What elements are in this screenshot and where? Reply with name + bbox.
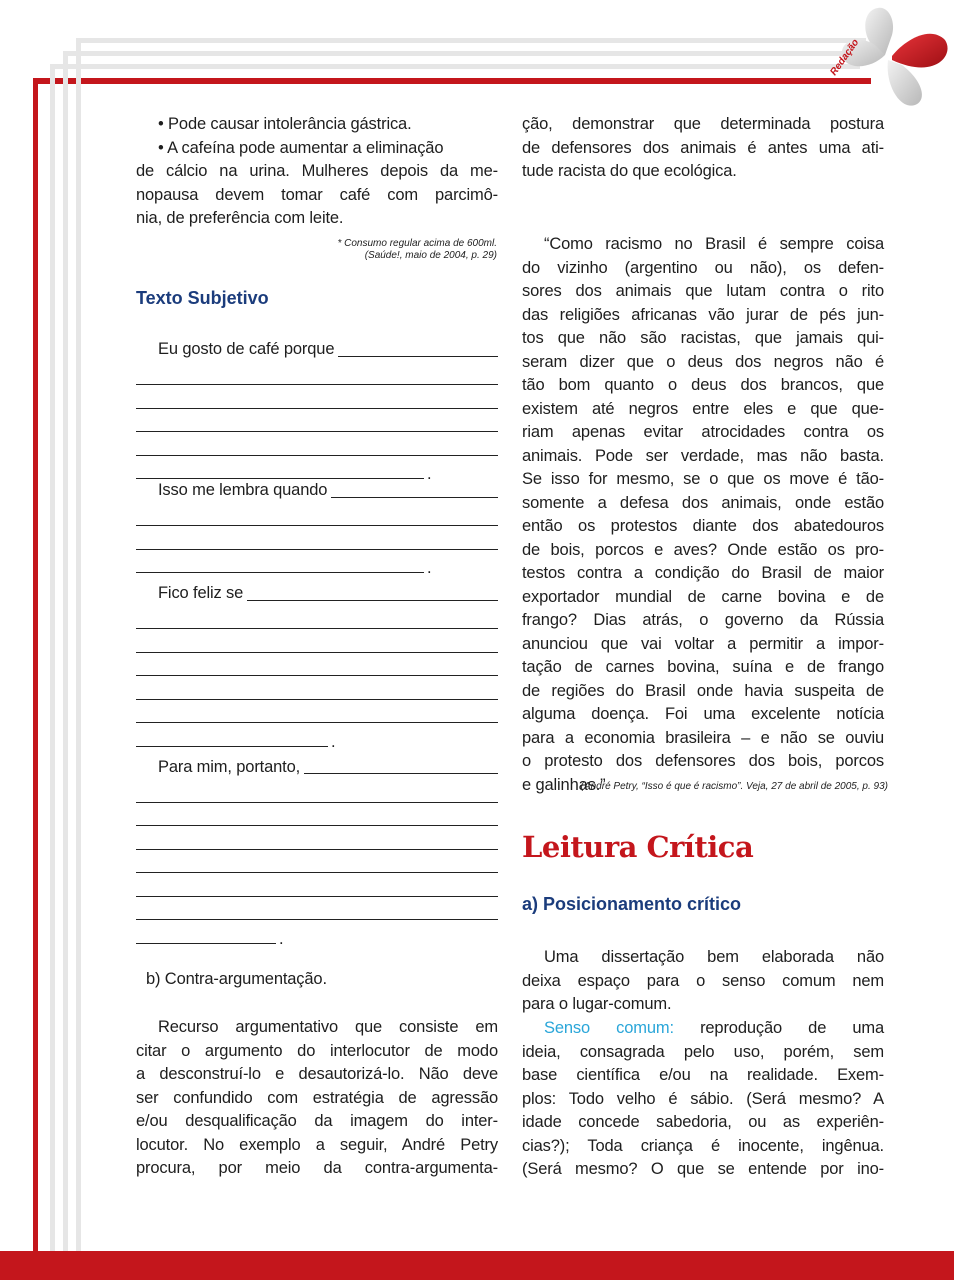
frame-line <box>76 38 81 1280</box>
text-line: de cálcio na urina. Mulheres depois da me- <box>136 162 498 180</box>
prompt-text: Para mim, portanto, <box>158 757 301 776</box>
answer-line[interactable] <box>136 653 498 677</box>
citation-line: (Saúde!, maio de 2004, p. 29) <box>364 250 497 261</box>
writing-exercise <box>136 338 498 948</box>
text-line: • Pode causar intolerância gástrica. <box>158 115 412 133</box>
answer-line[interactable] <box>136 803 498 827</box>
text-line: anunciou que vai voltar a permitir a impor- <box>522 634 884 653</box>
answer-line[interactable] <box>136 385 498 409</box>
text-line: de regiões do Brasil onde havia suspeita de <box>522 681 884 700</box>
text-line: idade concede sabedoria, ou as experiên- <box>522 1113 884 1131</box>
text-line: do vizinho (argentino ou não), os defen- <box>522 258 884 277</box>
text-line: cias?); Toda criança é inocente, ingênua. <box>522 1136 884 1155</box>
prompt-text: Eu gosto de café porque <box>158 340 335 358</box>
answer-blank[interactable] <box>304 756 498 775</box>
text-line: de defensores dos animais é antes uma ati- <box>522 138 884 157</box>
text-line: para a economia brasileira – e não se ouviu <box>522 728 884 747</box>
text-line: e/ou desqualificação da imagem do inter- <box>136 1112 498 1130</box>
section-title: Leitura Crítica <box>522 830 754 864</box>
text-line: somente a defesa dos animais, onde estão <box>522 493 884 512</box>
answer-line[interactable] <box>136 503 498 527</box>
paragraph-senso-comum <box>522 1017 884 1182</box>
text-line: animais. Pode ser verdade, mas não basta. <box>522 446 884 465</box>
footer-bar <box>0 1251 954 1280</box>
text-line: das religiões africanas vão jurar de pés jun- <box>522 305 884 324</box>
text-line: de bois, porcos e aves? Onde estão os pro- <box>522 540 884 559</box>
left-citation <box>280 238 497 262</box>
right-intro <box>522 113 884 184</box>
answer-line[interactable] <box>136 409 498 433</box>
quote-paragraph <box>522 233 884 797</box>
text-line: plos: Todo velho é sábio. (Será mesmo? A <box>522 1089 884 1108</box>
frame-line <box>50 64 55 1280</box>
answer-line[interactable] <box>136 676 498 700</box>
text-line: alguma doença. Foi uma excelente notícia <box>522 705 884 723</box>
text-line: (Será mesmo? O que se entende por ino- <box>522 1160 884 1178</box>
text-line: “Como racismo no Brasil é sempre coisa <box>544 235 884 253</box>
frame-line <box>50 64 860 69</box>
text-line: citar o argumento do interlocutor de modo <box>136 1041 498 1060</box>
text-line: sores dos animais que lutam contra o rito <box>522 282 884 300</box>
text-line: ideia, consagrada pelo uso, porém, sem <box>522 1042 884 1061</box>
text-line: seram dizer que o deus dos negros não é <box>522 352 884 371</box>
left-paragraph <box>136 1016 498 1181</box>
text-line: o protesto dos defensores dos bois, porcos <box>522 752 884 770</box>
answer-line[interactable] <box>136 920 276 944</box>
answer-line[interactable] <box>136 700 498 724</box>
frame-line <box>76 38 866 43</box>
answer-blank[interactable] <box>338 338 498 357</box>
period: . <box>279 929 284 948</box>
answer-line[interactable] <box>136 456 424 480</box>
text-line: e galinhas.” <box>522 775 606 794</box>
prompt-line[interactable] <box>136 582 498 606</box>
text-line: a desconstruí-lo e desautorizá-lo. Não deve <box>136 1065 498 1083</box>
period: . <box>427 559 432 577</box>
quote-citation: (André Petry, “Isso é que é racismo”. Veja, 27 de abril de 2005, p. 93) <box>580 781 888 792</box>
text-line: para o lugar-comum. <box>522 995 672 1013</box>
subheading-posicionamento: a) Posicionamento crítico <box>522 894 742 914</box>
text-line: base científica e/ou na realidade. Exem- <box>522 1066 884 1084</box>
text-line: Uma dissertação bem elaborada não <box>544 948 884 966</box>
text-line: testos contra a condição do Brasil de maior <box>522 564 884 582</box>
text-line: frango? Dias atrás, o governo da Rússia <box>522 611 884 629</box>
prompt-text: Fico feliz se <box>158 584 244 602</box>
term-senso-comum: Senso comum: <box>544 1019 674 1037</box>
prompt-line[interactable] <box>136 479 498 503</box>
text-line <box>522 1017 884 1041</box>
prompt-line[interactable] <box>136 338 498 362</box>
frame-line-red <box>33 78 871 84</box>
text-line: Recurso argumentativo que consiste em <box>158 1018 498 1036</box>
text-line: nia, de preferência com leite. <box>136 209 344 227</box>
frame-line-red <box>33 78 38 1280</box>
text-line: existem até negros entre eles e que que- <box>522 399 884 418</box>
answer-line[interactable] <box>136 432 498 456</box>
text-line: tação de carnes bovina, suína e de frango <box>522 658 884 676</box>
text-line: • A cafeína pode aumentar a eliminação <box>158 138 444 157</box>
text-line: procura, por meio da contra-argumenta- <box>136 1159 498 1177</box>
text-line: nopausa devem tomar café com parcimô- <box>136 185 498 204</box>
answer-line[interactable] <box>136 873 498 897</box>
text-line: tão bom quanto o deus dos brancos, que <box>522 376 884 394</box>
answer-line[interactable] <box>136 526 498 550</box>
citation-line: * Consumo regular acima de 600ml. <box>337 238 497 249</box>
answer-line[interactable] <box>136 897 498 921</box>
subheading-contra-argumentacao: b) Contra-argumentação. <box>146 970 327 988</box>
text-line: exportador mundial de carne bovina e de <box>522 587 884 606</box>
text-line: tos que não são racistas, que jamais qui- <box>522 329 884 347</box>
answer-blank[interactable] <box>247 582 498 601</box>
frame-line <box>63 51 68 1280</box>
term-definition: reprodução de uma <box>673 1019 884 1037</box>
answer-line[interactable] <box>136 606 498 630</box>
left-intro <box>136 113 498 231</box>
period: . <box>427 465 432 483</box>
frame-line <box>63 51 863 56</box>
section-logo <box>830 0 954 120</box>
logo-label: Redação <box>828 37 862 78</box>
answer-line[interactable] <box>136 550 424 574</box>
answer-line[interactable] <box>136 850 498 874</box>
answer-line[interactable] <box>136 362 498 386</box>
answer-line[interactable] <box>136 723 328 747</box>
prompt-text: Isso me lembra quando <box>158 481 328 499</box>
text-line: riam apenas evitar atrocidades contra os <box>522 423 884 441</box>
text-line: tude racista do que ecológica. <box>522 162 737 180</box>
text-line: locutor. No exemplo a seguir, André Petry <box>136 1135 498 1154</box>
answer-line[interactable] <box>136 826 498 850</box>
text-line: deixa espaço para o senso comum nem <box>522 971 884 990</box>
answer-line[interactable] <box>136 779 498 803</box>
text-line: então os protestos diante dos abatedouros <box>522 517 884 535</box>
text-line: ser confundido com estratégia de agressão <box>136 1088 498 1107</box>
answer-line[interactable] <box>136 629 498 653</box>
text-line: Se isso for mesmo, se o que os move é tão- <box>522 470 884 488</box>
text-line: ção, demonstrar que determinada postura <box>522 115 884 133</box>
paragraph-intro <box>522 946 884 1017</box>
prompt-line[interactable] <box>136 756 498 780</box>
heading-texto-subjetivo: Texto Subjetivo <box>136 288 269 308</box>
period: . <box>331 732 336 751</box>
definition-lines <box>522 1041 884 1182</box>
answer-blank[interactable] <box>331 479 498 498</box>
